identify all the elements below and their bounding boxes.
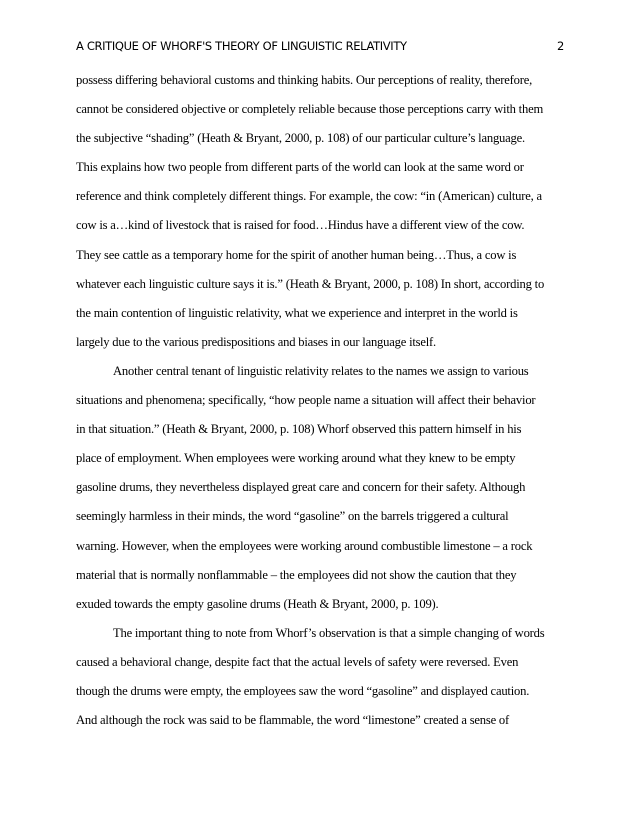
text-line: exuded towards the empty gasoline drums (Heath & Bryant, 2000, p. 109).	[76, 596, 439, 611]
text-line: in that situation.” (Heath & Bryant, 2000, p. 108) Whorf observed this pattern himself in his	[76, 422, 522, 437]
text-line: possess differing behavioral customs and thinking habits. Our perceptions of reality, therefore,	[76, 73, 533, 87]
text-line: cow is a…kind of livestock that is raised for food…Hindus have a different view of the cow.	[76, 218, 525, 233]
text-line: the main contention of linguistic relativity, what we experience and interpret in the world is	[76, 305, 518, 320]
running-head-title: A CRITIQUE OF WHORF'S THEORY OF LINGUISTIC RELATIVITY	[76, 39, 407, 53]
text-line: situations and phenomena; specifically, “how people name a situation will affect their behavior	[76, 393, 536, 408]
text-line: This explains how two people from different parts of the world can look at the same word or	[76, 160, 524, 175]
text-line: though the drums were empty, the employees saw the word “gasoline” and displayed caution.	[76, 683, 530, 698]
text-line: whatever each linguistic culture says it is.” (Heath & Bryant, 2000, p. 108) In short, according to	[76, 276, 545, 291]
text-line: material that is normally nonflammable – the employees did not show the caution that they	[76, 567, 517, 582]
text-line: gasoline drums, they nevertheless displayed great care and concern for their safety. Although	[76, 480, 526, 495]
text-line: reference and think completely different things. For example, the cow: “in (American) culture, a	[76, 189, 542, 204]
text-line: caused a behavioral change, despite fact that the actual levels of safety were reversed. Even	[76, 654, 519, 669]
paragraph-first-line: Another central tenant of linguistic relativity relates to the names we assign to various	[113, 363, 529, 378]
text-line: They see cattle as a temporary home for the spirit of another human being…Thus, a cow is	[76, 247, 517, 262]
body-text	[76, 66, 576, 735]
text-line: the subjective “shading” (Heath & Bryant, 2000, p. 108) of our particular culture’s language.	[76, 131, 525, 146]
running-header	[76, 36, 564, 56]
text-line: place of employment. When employees were working around what they knew to be empty	[76, 451, 516, 466]
text-line: seemingly harmless in their minds, the word “gasoline” on the barrels triggered a cultural	[76, 509, 509, 524]
paragraph-first-line: The important thing to note from Whorf’s observation is that a simple changing of words	[113, 625, 545, 640]
text-line: cannot be considered objective or completely reliable because those perceptions carry with them	[76, 102, 544, 117]
text-line: And although the rock was said to be flammable, the word “limestone” created a sense of	[76, 713, 510, 728]
text-line: warning. However, when the employees were working around combustible limestone – a rock	[76, 538, 533, 553]
text-line: largely due to the various predispositions and biases in our language itself.	[76, 334, 437, 349]
page-number: 2	[557, 39, 564, 53]
